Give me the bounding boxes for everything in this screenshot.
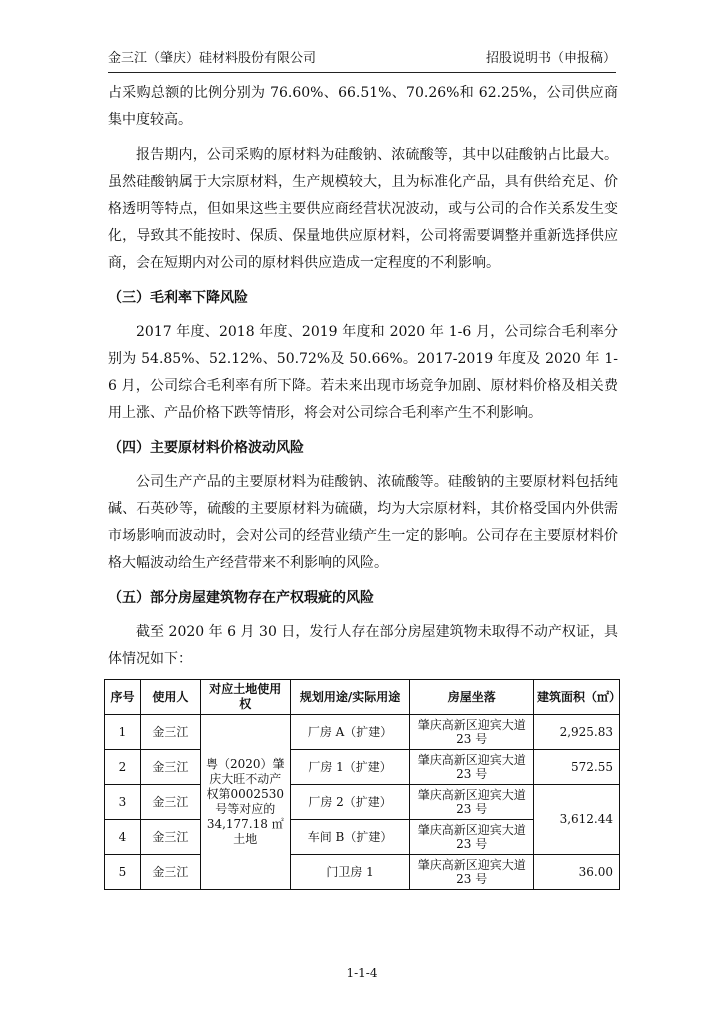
section-title-raw-material-price: （四）主要原材料价格波动风险 (108, 440, 304, 456)
property-table (104, 679, 620, 890)
cell-location: 肇庆高新区迎宾大道 23 号 (410, 750, 534, 785)
header-company: 金三江（肇庆）硅材料股份有限公司 (108, 51, 317, 66)
cell-usage: 门卫房 1 (290, 855, 410, 890)
header-location: 房屋坐落 (410, 680, 534, 715)
paragraph-supplier-concentration: 占采购总额的比例分别为 76.60%、66.51%、70.26%和 62.25%，公司供应商集中度较高。 (108, 85, 618, 128)
header-land: 对应土地使用权 (200, 680, 290, 715)
table-row (105, 715, 620, 750)
header-usage: 规划用途/实际用途 (290, 680, 410, 715)
header-doc-title: 招股说明书（申报稿） (485, 51, 616, 66)
page-number: 1-1-4 (346, 966, 378, 980)
cell-usage: 车间 B（扩建） (290, 820, 410, 855)
section-title-gross-margin: （三）毛利率下降风险 (108, 290, 248, 306)
cell-location: 肇庆高新区迎宾大道 23 号 (410, 715, 534, 750)
cell-no: 3 (105, 785, 141, 820)
cell-area: 36.00 (534, 855, 620, 890)
cell-location: 肇庆高新区迎宾大道 23 号 (410, 855, 534, 890)
table-header-row (105, 680, 620, 715)
cell-area: 572.55 (534, 750, 620, 785)
cell-area: 2,925.83 (534, 715, 620, 750)
paragraph-raw-material-price: 公司生产产品的主要原材料为硅酸钠、浓硫酸等。硅酸钠的主要原材料包括纯碱、石英砂等，硫酸的主要原材料为硫磺，均为大宗原材料，其价格受国内外供需市场影响而波动时，会对公司的经营业绩产生一定的影响。公司存在主要原材料价格大幅波动给生产经营带来不利影响的风险。 (108, 474, 618, 571)
cell-user: 金三江 (140, 785, 200, 820)
cell-usage: 厂房 1（扩建） (290, 750, 410, 785)
cell-no: 1 (105, 715, 141, 750)
cell-user: 金三江 (140, 855, 200, 890)
paragraph-raw-material-procurement: 报告期内，公司采购的原材料为硅酸钠、浓硫酸等，其中以硅酸钠占比最大。虽然硅酸钠属于大宗原材料，生产规模较大，且为标准化产品，具有供给充足、价格透明等特点，但如果这些主要供应商经营状况波动，或与公司的合作关系发生变化，导致其不能按时、保质、保量地供应原材料，公司将需要调整并重新选择供应商，会在短期内对公司的原材料供应造成一定程度的不利影响。 (108, 147, 618, 271)
table-row (105, 785, 620, 820)
section-title-property-defect: （五）部分房屋建筑物存在产权瑕疵的风险 (108, 590, 374, 606)
cell-no: 5 (105, 855, 141, 890)
cell-user: 金三江 (140, 715, 200, 750)
paragraph-property-defect: 截至 2020 年 6 月 30 日，发行人存在部分房屋建筑物未取得不动产权证，具体情况如下： (108, 624, 618, 667)
paragraph-gross-margin: 2017 年度、2018 年度、2019 年度和 2020 年 1-6 月，公司综合毛利率分别为 54.85%、52.12%、50.72%及 50.66%。2017-2019 年度及 2020 年 1-6 月，公司综合毛利率有所下降。若未来出现市场竞争加剧、原材料价格及相关费用上涨、产品价格下跌等情形，将会对公司综合毛利率产生不利影响。 (108, 324, 618, 421)
cell-area-merged: 3,612.44 (534, 785, 620, 855)
cell-user: 金三江 (140, 750, 200, 785)
cell-usage: 厂房 2（扩建） (290, 785, 410, 820)
cell-user: 金三江 (140, 820, 200, 855)
table-row (105, 750, 620, 785)
header-no: 序号 (105, 680, 141, 715)
page-header (108, 48, 616, 73)
header-area: 建筑面积（㎡） (534, 680, 620, 715)
cell-location: 肇庆高新区迎宾大道 23 号 (410, 785, 534, 820)
table-row (105, 855, 620, 890)
cell-location: 肇庆高新区迎宾大道 23 号 (410, 820, 534, 855)
page-content (108, 80, 622, 890)
cell-land-right: 粤（2020）肇庆大旺不动产权第0002530号等对应的34,177.18 ㎡土地 (200, 715, 290, 890)
cell-usage: 厂房 A（扩建） (290, 715, 410, 750)
cell-no: 2 (105, 750, 141, 785)
header-user: 使用人 (140, 680, 200, 715)
cell-no: 4 (105, 820, 141, 855)
